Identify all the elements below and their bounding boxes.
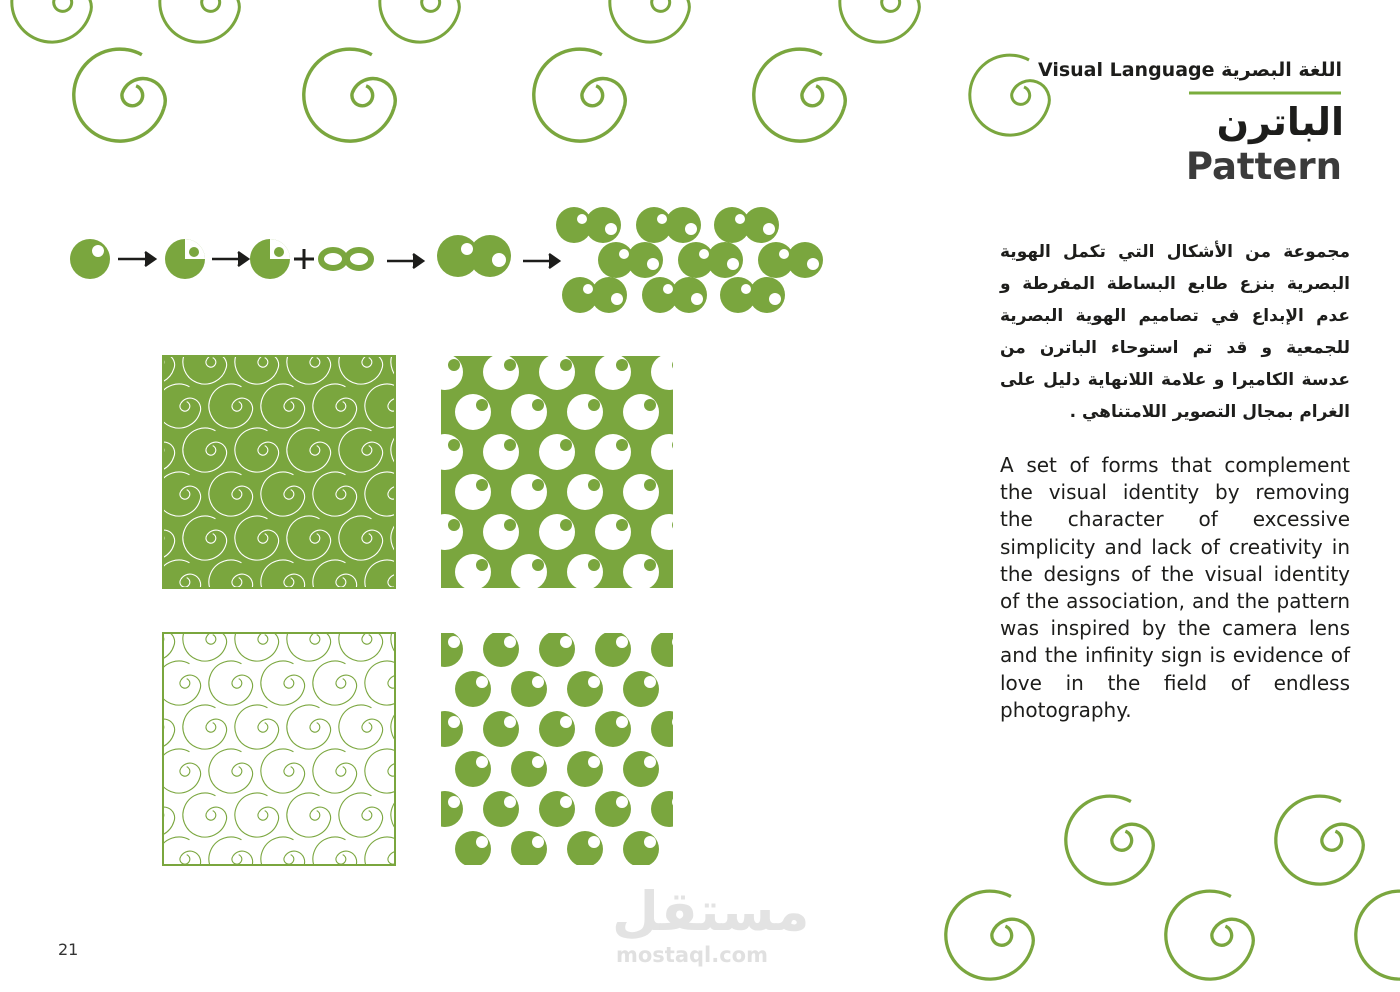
pattern-motif [651, 631, 687, 667]
pattern-motif [679, 394, 715, 430]
pattern-motif [483, 791, 519, 827]
pattern-motif [427, 514, 463, 550]
pattern-motif [623, 474, 659, 510]
pattern-swatch-solid-green-on-white [427, 631, 715, 867]
construction-sequence [70, 207, 823, 313]
pattern-motif [483, 631, 519, 667]
pattern-motif [651, 711, 687, 747]
pattern-motif [511, 751, 547, 787]
pattern-motif [567, 751, 603, 787]
pattern-motif [539, 711, 575, 747]
pattern-motif [391, 793, 435, 837]
pattern-motif [539, 631, 575, 667]
pattern-motif [651, 791, 687, 827]
pattern-swatch-outline-white-on-green [131, 340, 461, 604]
section-label: Visual Language اللغة البصرية [1037, 59, 1342, 81]
pattern-motif [427, 434, 463, 470]
arrow-icon [523, 254, 559, 268]
pattern-motif [455, 554, 491, 590]
pattern-motif [679, 474, 715, 510]
pattern-motif [511, 554, 547, 590]
arrow-icon [387, 254, 423, 268]
pattern-motif [455, 831, 491, 867]
lens-icon [70, 239, 110, 279]
pattern-motif [595, 514, 631, 550]
pattern-motif [567, 474, 603, 510]
pattern-motif [679, 751, 715, 787]
pattern-motif [623, 394, 659, 430]
pattern-motif [483, 711, 519, 747]
pattern-swatch-outline-green-on-white [131, 617, 461, 881]
pattern-motif [483, 354, 519, 390]
pattern-motif [391, 428, 435, 472]
pattern-motif [455, 394, 491, 430]
description-arabic: مجموعة من الأشكال التي تكمل الهوية البصرية بنزع طابع البساطة المفرطة و عدم الإبداع في تصاميم الهوية البصرية للجمعية و قد تم استوحاء الباترن من عدسة الكاميرا و علامة اللانهاية دليل على الغرام بمجال التصوير اللامتناهي . [1000, 242, 1350, 422]
pattern-motif [391, 340, 435, 384]
pattern-motif [623, 671, 659, 707]
watermark-url: mostaql.com [616, 943, 768, 967]
pattern-motif [455, 474, 491, 510]
pattern-motif [651, 354, 687, 390]
pattern-motif [391, 516, 435, 560]
pattern-motif [455, 671, 491, 707]
pattern-swatch-solid-white-on-green [427, 354, 715, 590]
pattern-motif [511, 671, 547, 707]
pattern-motif [511, 831, 547, 867]
page-title-english: Pattern [1185, 145, 1342, 188]
pattern-motif [567, 671, 603, 707]
pattern-cluster-icon [556, 207, 823, 313]
plus-icon [294, 249, 314, 269]
pattern-motif [623, 831, 659, 867]
pattern-motif [539, 434, 575, 470]
pattern-motif [391, 705, 435, 749]
pattern-motif [595, 631, 631, 667]
lens-icon [165, 239, 205, 279]
pattern-motif [623, 751, 659, 787]
pattern-motif [595, 354, 631, 390]
pattern-motif [539, 791, 575, 827]
pattern-motif [623, 554, 659, 590]
pattern-motif [483, 514, 519, 550]
pattern-motif [595, 434, 631, 470]
pattern-motif [483, 434, 519, 470]
pattern-motif [679, 831, 715, 867]
top-border-pattern [12, 0, 1050, 141]
arrow-icon [212, 252, 248, 266]
pattern-motif [427, 711, 463, 747]
pattern-motif [595, 711, 631, 747]
pattern-motif [427, 354, 463, 390]
pattern-motif [651, 434, 687, 470]
pattern-motif [427, 631, 463, 667]
pattern-motif [511, 394, 547, 430]
pattern-motif [391, 617, 435, 661]
lens-icon [250, 239, 290, 279]
pattern-motif [567, 831, 603, 867]
pattern-motif [539, 514, 575, 550]
pattern-motif [679, 671, 715, 707]
pattern-motif [427, 791, 463, 827]
arrow-icon [118, 252, 155, 266]
pattern-motif [455, 751, 491, 787]
page-number: 21 [58, 940, 79, 959]
double-lens-icon [437, 235, 511, 277]
pattern-motif [511, 474, 547, 510]
watermark-logo: مستقل [612, 880, 810, 943]
bottom-border-pattern [946, 796, 1400, 979]
description-english: A set of forms that complement the visual identity by removing the character of excessive simplicity and lack of creativity in the designs of the visual identity of the association, and the pattern was inspired by the camera lens and the infinity sign is evidence of love in the field of endless photography. [1000, 453, 1350, 722]
pattern-motif [651, 514, 687, 550]
pattern-motif [567, 394, 603, 430]
pattern-motif [539, 354, 575, 390]
infinity-icon [321, 250, 371, 268]
pattern-motif [679, 554, 715, 590]
pattern-motif [567, 554, 603, 590]
pattern-motif [595, 791, 631, 827]
page-title-arabic: الباترن [1216, 100, 1344, 144]
